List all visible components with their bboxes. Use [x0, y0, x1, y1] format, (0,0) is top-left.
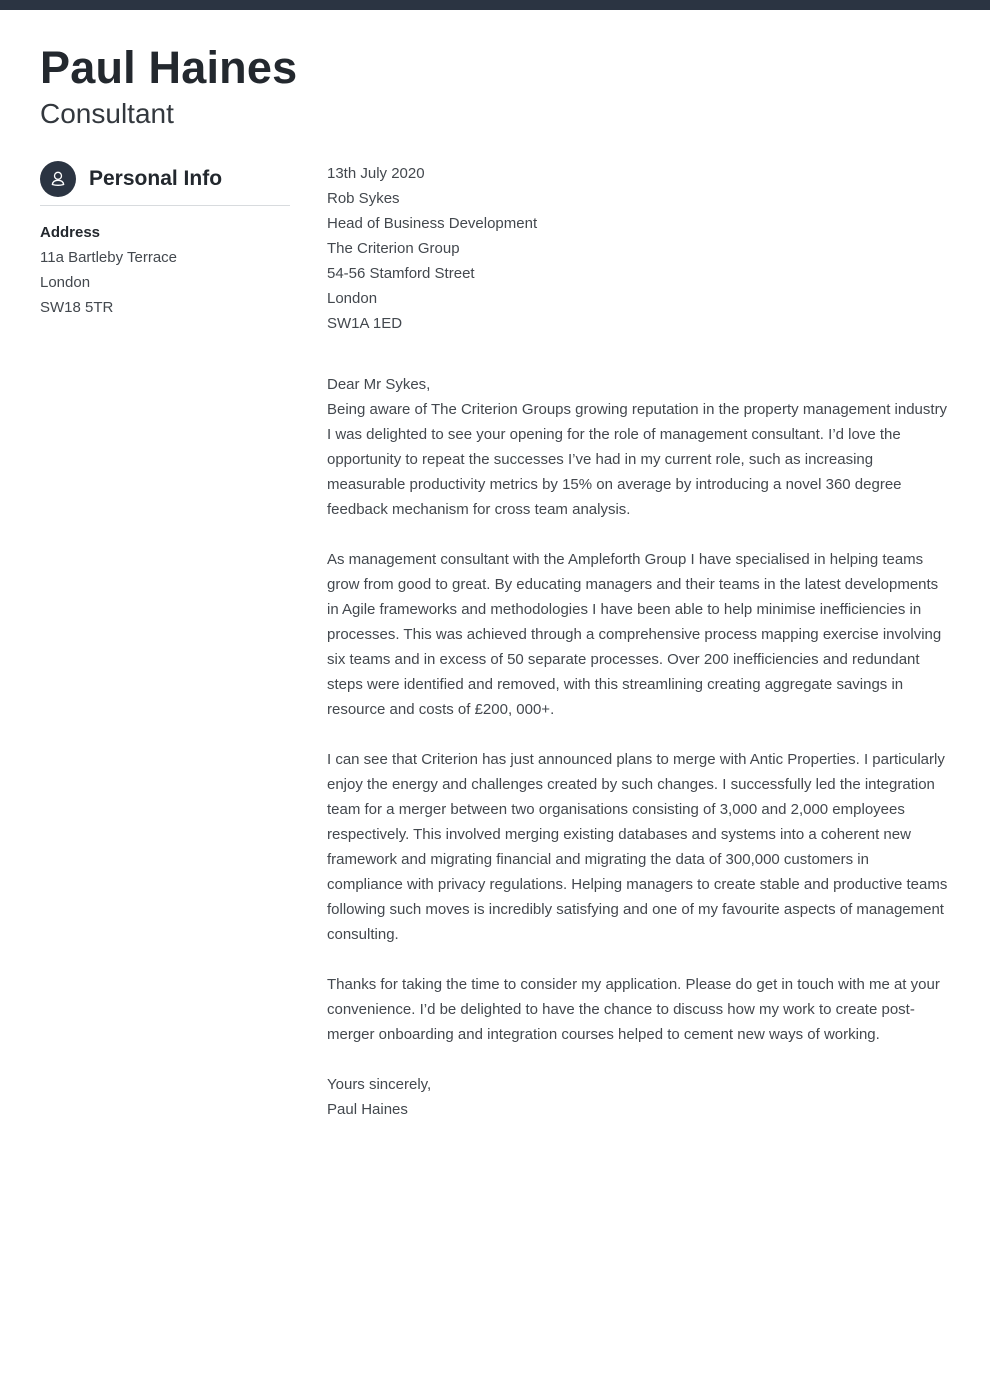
content-columns — [40, 161, 948, 1122]
personal-info-sidebar — [40, 161, 290, 320]
personal-info-title: Personal Info — [89, 167, 223, 190]
closing-block — [327, 1072, 948, 1122]
sidebar-divider — [40, 205, 290, 206]
top-accent-bar — [0, 0, 990, 10]
applicant-job-title: Consultant — [40, 98, 174, 129]
letter-paragraph: As management consultant with the Ampleforth Group I have specialised in helping teams grow from good to great. By educating managers and their teams in the latest developments in Agile frameworks and methodologies I have been able to help minimise inefficiencies in processes. This was achieved through a comprehensive process mapping exercise involving six teams and in excess of 50 separate processes. Over 200 inefficiencies and redundant steps were identified and removed, with this streamlining creating aggregate savings in resource and costs of £200, 000+. — [327, 551, 942, 718]
recipient-street: 54-56 Stamford Street — [327, 265, 475, 282]
letter-date: 13th July 2020 — [327, 165, 425, 182]
address-line: SW18 5TR — [40, 299, 114, 316]
recipient-name: Rob Sykes — [327, 190, 400, 207]
letter-paragraph: Being aware of The Criterion Groups growing reputation in the property management industry I was delighted to see your opening for the role of management consultant. I’d love the opportunity to repeat the successes I’ve had in my current role, such as increasing measurable productivity metrics by 15% on average by introducing a novel 360 degree feedback mechanism for cross team analysis. — [327, 401, 948, 518]
recipient-company: The Criterion Group — [327, 240, 460, 257]
recipient-city: London — [327, 290, 378, 307]
letter-paragraph: Thanks for taking the time to consider my application. Please do get in touch with me at your convenience. I’d be delighted to have the chance to discuss how my work to create post-merger onboarding and integration courses helped to cement new ways of working. — [327, 976, 940, 1043]
address-line: London — [40, 274, 91, 291]
letter-body — [327, 161, 948, 1122]
recipient-postcode: SW1A 1ED — [327, 315, 403, 332]
person-icon — [40, 161, 76, 197]
address-line: 11a Bartleby Terrace — [40, 249, 178, 266]
signature-name: Paul Haines — [327, 1101, 408, 1118]
closing-phrase: Yours sincerely, — [327, 1076, 432, 1093]
salutation: Dear Mr Sykes, — [327, 376, 431, 393]
recipient-role: Head of Business Development — [327, 215, 538, 232]
address-label: Address — [40, 224, 101, 241]
letter-paragraph: I can see that Criterion has just announced plans to merge with Antic Properties. I particularly enjoy the energy and challenges created by such changes. I successfully led the integration team for a merger between two organisations consisting of 3,000 and 2,000 employees respectively. This involved merging existing databases and systems into a coherent new framework and migrating financial and migrating the data of 300,000 customers in compliance with privacy regulations. Helping managers to create stable and productive teams following such moves is incredibly satisfying and one of my favourite aspects of management consulting. — [327, 751, 948, 943]
recipient-block — [327, 186, 948, 336]
personal-info-header — [40, 161, 290, 197]
applicant-name: Paul Haines — [40, 42, 298, 93]
document-header — [0, 10, 990, 131]
